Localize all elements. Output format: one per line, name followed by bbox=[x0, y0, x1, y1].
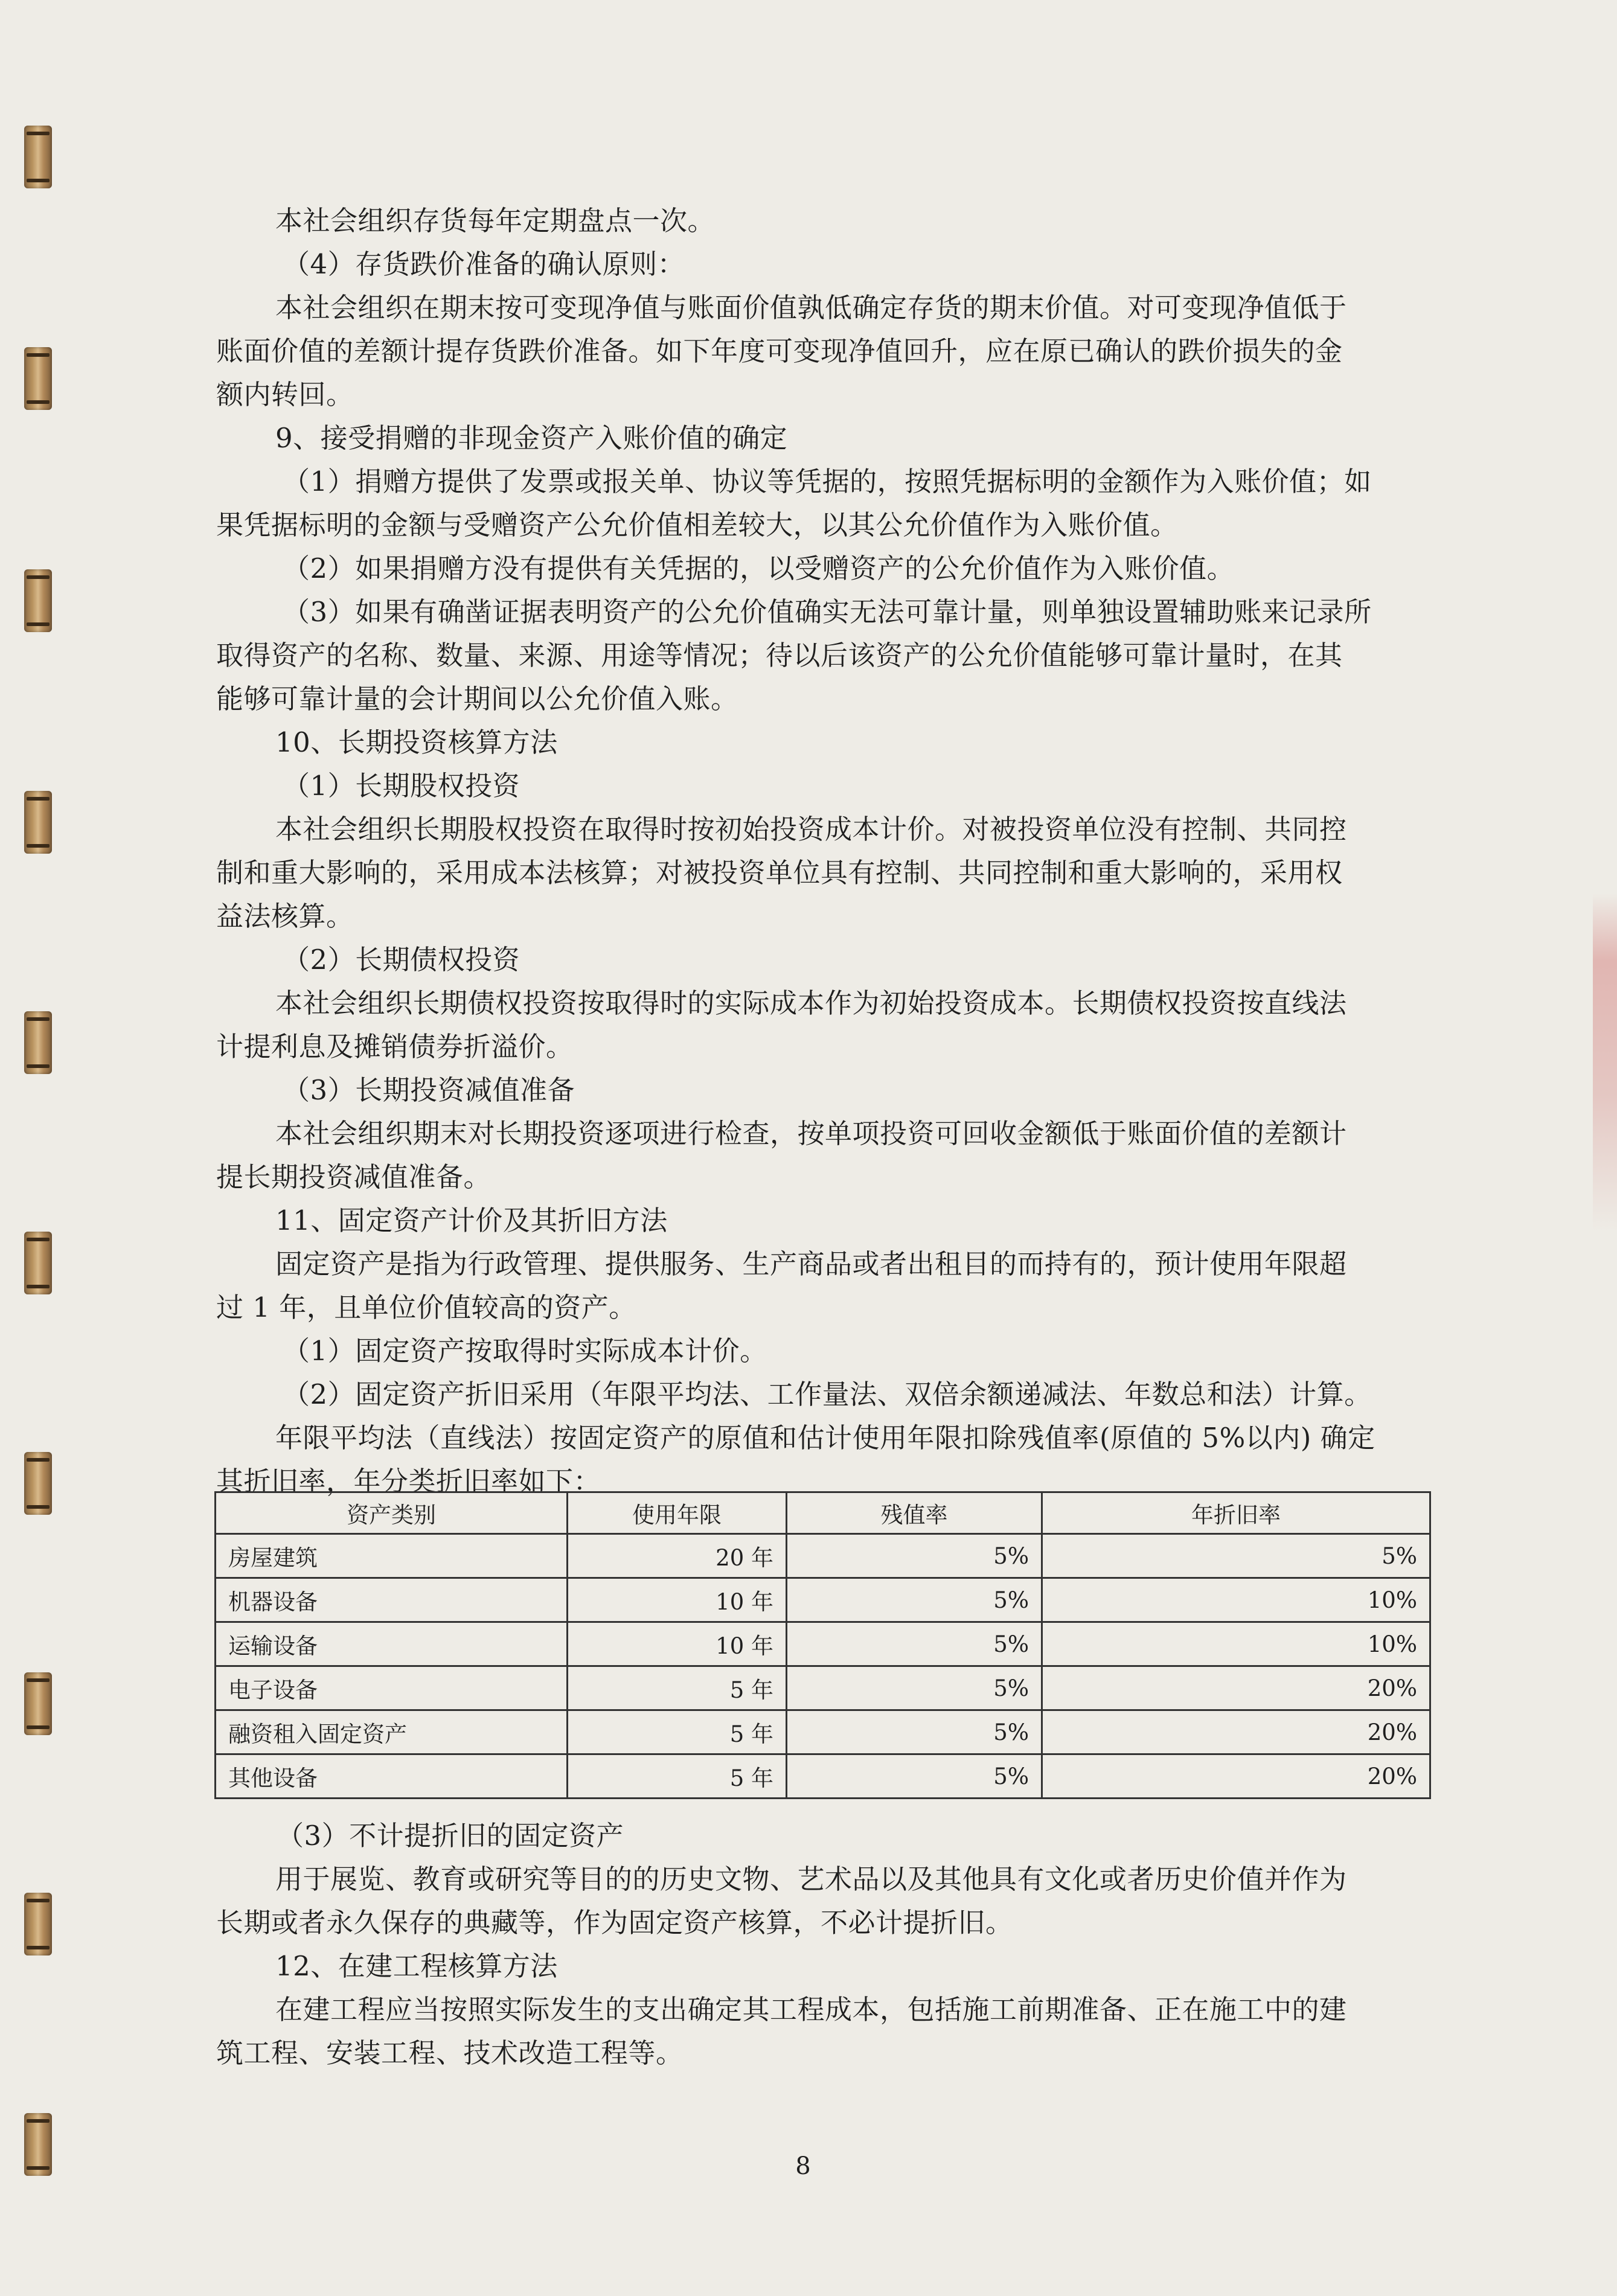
table-cell: 20% bbox=[1042, 1754, 1430, 1799]
table-row bbox=[216, 1622, 1430, 1666]
depreciation-rate-table bbox=[214, 1491, 1431, 1799]
text-line: （3）长期投资减值准备 bbox=[283, 1074, 575, 1106]
binding-hole bbox=[24, 347, 52, 410]
text-line: 11、固定资产计价及其折旧方法 bbox=[275, 1204, 668, 1236]
table-cell: 电子设备 bbox=[216, 1666, 568, 1710]
text-line: 10、长期投资核算方法 bbox=[275, 726, 558, 758]
text-line: 年限平均法（直线法）按固定资产的原值和估计使用年限扣除残值率(原值的 5%以内) 确定 bbox=[275, 1422, 1375, 1454]
text-line: 本社会组织长期债权投资按取得时的实际成本作为初始投资成本。长期债权投资按直线法 bbox=[275, 987, 1347, 1019]
table-cell: 运输设备 bbox=[216, 1622, 568, 1666]
table-cell: 其他设备 bbox=[216, 1754, 568, 1799]
table-cell: 5% bbox=[787, 1578, 1042, 1622]
text-line: 账面价值的差额计提存货跌价准备。如下年度可变现净值回升，应在原已确认的跌价损失的金 bbox=[216, 335, 1343, 367]
text-line: 本社会组织期末对长期投资逐项进行检查，按单项投资可回收金额低于账面价值的差额计 bbox=[275, 1118, 1347, 1150]
text-line: 能够可靠计量的会计期间以公允价值入账。 bbox=[216, 683, 738, 715]
page-number: 8 bbox=[795, 2152, 811, 2180]
body-text-bottom bbox=[216, 1814, 1418, 2075]
text-line: 9、接受捐赠的非现金资产入账价值的确定 bbox=[275, 422, 788, 454]
table-cell: 20% bbox=[1042, 1710, 1430, 1754]
table-cell: 5 年 bbox=[568, 1754, 787, 1799]
table-cell: 5% bbox=[787, 1710, 1042, 1754]
table-row bbox=[216, 1534, 1430, 1578]
table-row bbox=[216, 1578, 1430, 1622]
binding-hole bbox=[24, 569, 52, 632]
binding-hole bbox=[24, 1011, 52, 1074]
table-row bbox=[216, 1754, 1430, 1799]
text-line: 本社会组织在期末按可变现净值与账面价值孰低确定存货的期末价值。对可变现净值低于 bbox=[275, 292, 1347, 324]
table-cell: 20 年 bbox=[568, 1534, 787, 1578]
text-line: 在建工程应当按照实际发生的支出确定其工程成本，包括施工前期准备、正在施工中的建 bbox=[275, 1994, 1347, 2026]
text-line: （3）不计提折旧的固定资产 bbox=[277, 1820, 624, 1852]
text-line: （1）长期股权投资 bbox=[283, 770, 520, 802]
table-cell: 融资租入固定资产 bbox=[216, 1710, 568, 1754]
binding-hole bbox=[24, 1672, 52, 1735]
table-cell: 10% bbox=[1042, 1578, 1430, 1622]
text-line: 12、在建工程核算方法 bbox=[275, 1950, 558, 1982]
table-cell: 机器设备 bbox=[216, 1578, 568, 1622]
seal-edge-mark bbox=[1593, 894, 1617, 1232]
binding-hole bbox=[24, 1232, 52, 1294]
table-cell: 10 年 bbox=[568, 1578, 787, 1622]
text-line: 果凭据标明的金额与受赠资产公允价值相差较大，以其公允价值作为入账价值。 bbox=[216, 509, 1178, 541]
text-line: 过 1 年，且单位价值较高的资产。 bbox=[216, 1291, 636, 1323]
text-line: （1）捐赠方提供了发票或报关单、协议等凭据的，按照凭据标明的金额作为入账价值；如 bbox=[283, 465, 1372, 497]
text-line: 本社会组织长期股权投资在取得时按初始投资成本计价。对被投资单位没有控制、共同控 bbox=[275, 813, 1347, 845]
column-header-annual-depreciation-rate: 年折旧率 bbox=[1042, 1492, 1430, 1534]
text-line: 其折旧率，年分类折旧率如下： bbox=[216, 1465, 601, 1497]
table-cell: 5% bbox=[787, 1666, 1042, 1710]
table-cell: 10% bbox=[1042, 1622, 1430, 1666]
table-row bbox=[216, 1710, 1430, 1754]
column-header-asset-type: 资产类别 bbox=[216, 1492, 568, 1534]
table-cell: 5% bbox=[787, 1622, 1042, 1666]
binding-hole bbox=[24, 791, 52, 854]
text-line: 用于展览、教育或研究等目的的历史文物、艺术品以及其他具有文化或者历史价值并作为 bbox=[275, 1863, 1347, 1895]
text-line: 计提利息及摊销债券折溢价。 bbox=[216, 1031, 574, 1063]
binding-hole bbox=[24, 1893, 52, 1955]
binding-hole bbox=[24, 126, 52, 188]
text-line: （2）固定资产折旧采用（年限平均法、工作量法、双倍余额递减法、年数总和法）计算。 bbox=[283, 1378, 1372, 1410]
text-line: 取得资产的名称、数量、来源、用途等情况；待以后该资产的公允价值能够可靠计量时，在其 bbox=[216, 639, 1343, 671]
column-header-useful-life: 使用年限 bbox=[568, 1492, 787, 1534]
table-cell: 5% bbox=[1042, 1534, 1430, 1578]
text-line: （2）如果捐赠方没有提供有关凭据的，以受赠资产的公允价值作为入账价值。 bbox=[283, 552, 1235, 584]
table-header-row bbox=[216, 1492, 1430, 1534]
binding-hole bbox=[24, 2113, 52, 2176]
text-line: （3）如果有确凿证据表明资产的公允价值确实无法可靠计量，则单独设置辅助账来记录所 bbox=[283, 596, 1372, 628]
text-line: 制和重大影响的，采用成本法核算；对被投资单位具有控制、共同控制和重大影响的，采用权 bbox=[216, 857, 1343, 889]
body-text-top bbox=[216, 199, 1418, 1503]
text-line: 筑工程、安装工程、技术改造工程等。 bbox=[216, 2037, 684, 2069]
text-line: （4）存货跌价准备的确认原则： bbox=[283, 248, 685, 280]
table-cell: 5% bbox=[787, 1754, 1042, 1799]
text-line: （2）长期债权投资 bbox=[283, 944, 520, 976]
text-line: 固定资产是指为行政管理、提供服务、生产商品或者出租目的而持有的，预计使用年限超 bbox=[275, 1248, 1347, 1280]
table-row bbox=[216, 1666, 1430, 1710]
text-line: （1）固定资产按取得时实际成本计价。 bbox=[283, 1335, 767, 1367]
table-cell: 5 年 bbox=[568, 1710, 787, 1754]
table-cell: 5% bbox=[787, 1534, 1042, 1578]
table-cell: 5 年 bbox=[568, 1666, 787, 1710]
table-cell: 10 年 bbox=[568, 1622, 787, 1666]
binding-hole bbox=[24, 1452, 52, 1515]
table-cell: 20% bbox=[1042, 1666, 1430, 1710]
column-header-residual-rate: 残值率 bbox=[787, 1492, 1042, 1534]
text-line: 益法核算。 bbox=[216, 900, 354, 932]
text-line: 长期或者永久保存的典藏等，作为固定资产核算，不必计提折旧。 bbox=[216, 1907, 1013, 1939]
text-line: 提长期投资减值准备。 bbox=[216, 1161, 492, 1193]
table-cell: 房屋建筑 bbox=[216, 1534, 568, 1578]
text-line: 本社会组织存货每年定期盘点一次。 bbox=[275, 205, 716, 237]
text-line: 额内转回。 bbox=[216, 379, 354, 411]
